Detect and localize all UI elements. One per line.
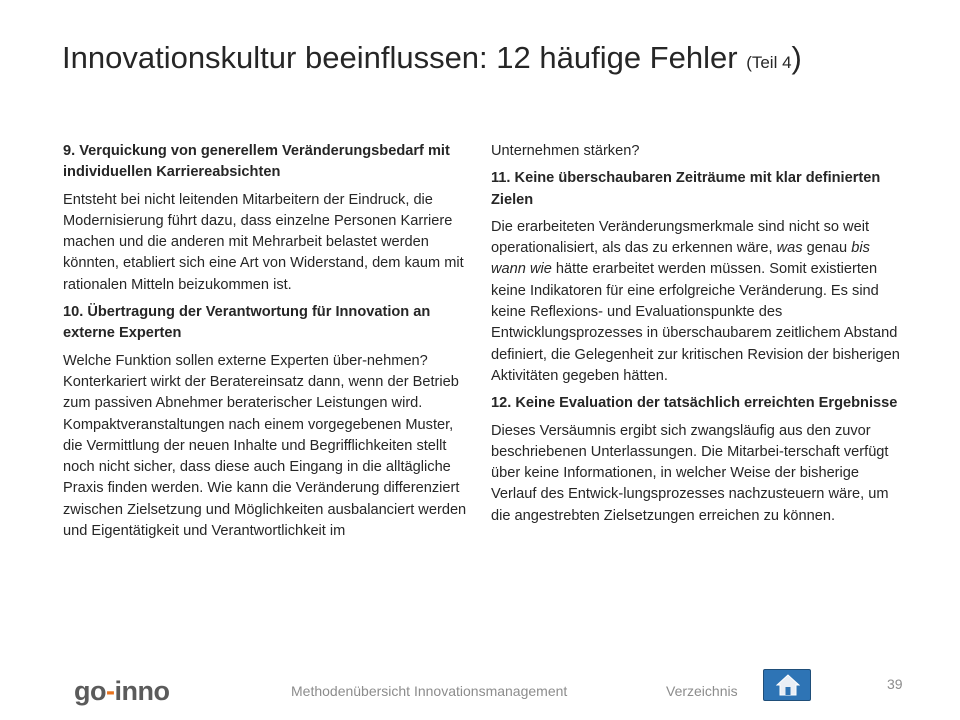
home-button[interactable]: [763, 669, 811, 701]
heading-item-12: 12. Keine Evaluation der tatsächlich erreichten Ergebnisse: [491, 395, 898, 412]
logo-inno: inno: [114, 676, 170, 706]
text-item-10: Welche Funktion sollen externe Experten über-nehmen? Konterkariert wirkt der Beratereinsatz dann, wenn der Betrieb zum passiven Abnehmer beraterischer Leistungen wird. Kompaktveranstaltungen nach einem vorgegebenen Muster, die Vermittlung der neuen Inhalte und Begrifflichkeiten stellt noch nicht sicher, dass diese auch Eingang in die alltägliche Praxis finden werden. Wie kann die Veränderung differenziert zwischen Zielsetzung und Möglichkeiten ausbalanciert werden und Eigentätigkeit und Verantwortlichkeit im: [63, 352, 467, 540]
index-link[interactable]: Verzeichnis: [666, 683, 738, 699]
left-column: [63, 141, 473, 548]
title-part: (Teil 4: [746, 53, 792, 72]
go-inno-logo: [74, 674, 174, 708]
text-item-11-part-b: genau: [806, 240, 848, 257]
text-item-11-bis-wann-wie: bis wann wie: [491, 240, 870, 278]
title-close-paren: ): [791, 40, 802, 75]
heading-item-10: 10. Übertragung der Verantwortung für Innovation an externe Experten: [63, 304, 431, 342]
methods-overview-link[interactable]: Methodenübersicht Innovationsmanagement: [291, 683, 568, 699]
heading-item-11: 11. Keine überschaubaren Zeiträume mit klar definierten Zielen: [491, 170, 881, 208]
text-item-10-continued: Unternehmen stärken?: [491, 143, 640, 159]
slide-title: [62, 38, 922, 83]
home-icon: [776, 674, 800, 696]
text-item-11-part-a: Die erarbeiteten Veränderungsmerkmale sind nicht so weit operationalisiert, als das zu erkennen wäre,: [491, 218, 870, 257]
right-column: [491, 141, 901, 533]
logo-go: go: [74, 676, 106, 706]
page-number: 39: [887, 676, 903, 692]
logo-dash: -: [106, 676, 115, 706]
text-item-11-part-c: hätte erarbeitet werden müssen. Somit existierten keine Indikatoren für eine erfolgreiche Veränderung. Es sind keine Reflexions- und Evaluationspunkte des Entwicklungsprozesses in überschaubarem zeitlichem Abstand definiert, die Gelegenheit zur kritischen Revision der bisherigen Aktivitäten gegeben hätten.: [491, 261, 900, 384]
title-main: Innovationskultur beeinflussen: 12 häufige Fehler: [62, 40, 738, 75]
heading-item-9: 9. Verquickung von generellem Veränderungsbedarf mit individuellen Karriereabsichten: [63, 143, 450, 181]
text-item-11-was: was: [776, 240, 803, 257]
text-item-9: Entsteht bei nicht leitenden Mitarbeitern der Eindruck, die Modernisierung führt dazu, dass einzelne Personen Karriere machen und die anderen mit Mehrarbeit belastet werden könnten, etabliert sich eine Art von Widerstand, dem kaum mit rationalen Mitteln beizukommen ist.: [63, 191, 464, 293]
text-item-11: [491, 217, 901, 387]
text-item-12: Dieses Versäumnis ergibt sich zwangsläufig aus den zuvor beschriebenen Unterlassungen. Die Mitarbei-terschaft verfügt über keine Informationen, in welcher Weise der bisherige Verlauf des Entwick-lungsprozesses nachzusteuern wäre, um die angestrebten Zielsetzungen erreichen zu können.: [491, 422, 889, 524]
